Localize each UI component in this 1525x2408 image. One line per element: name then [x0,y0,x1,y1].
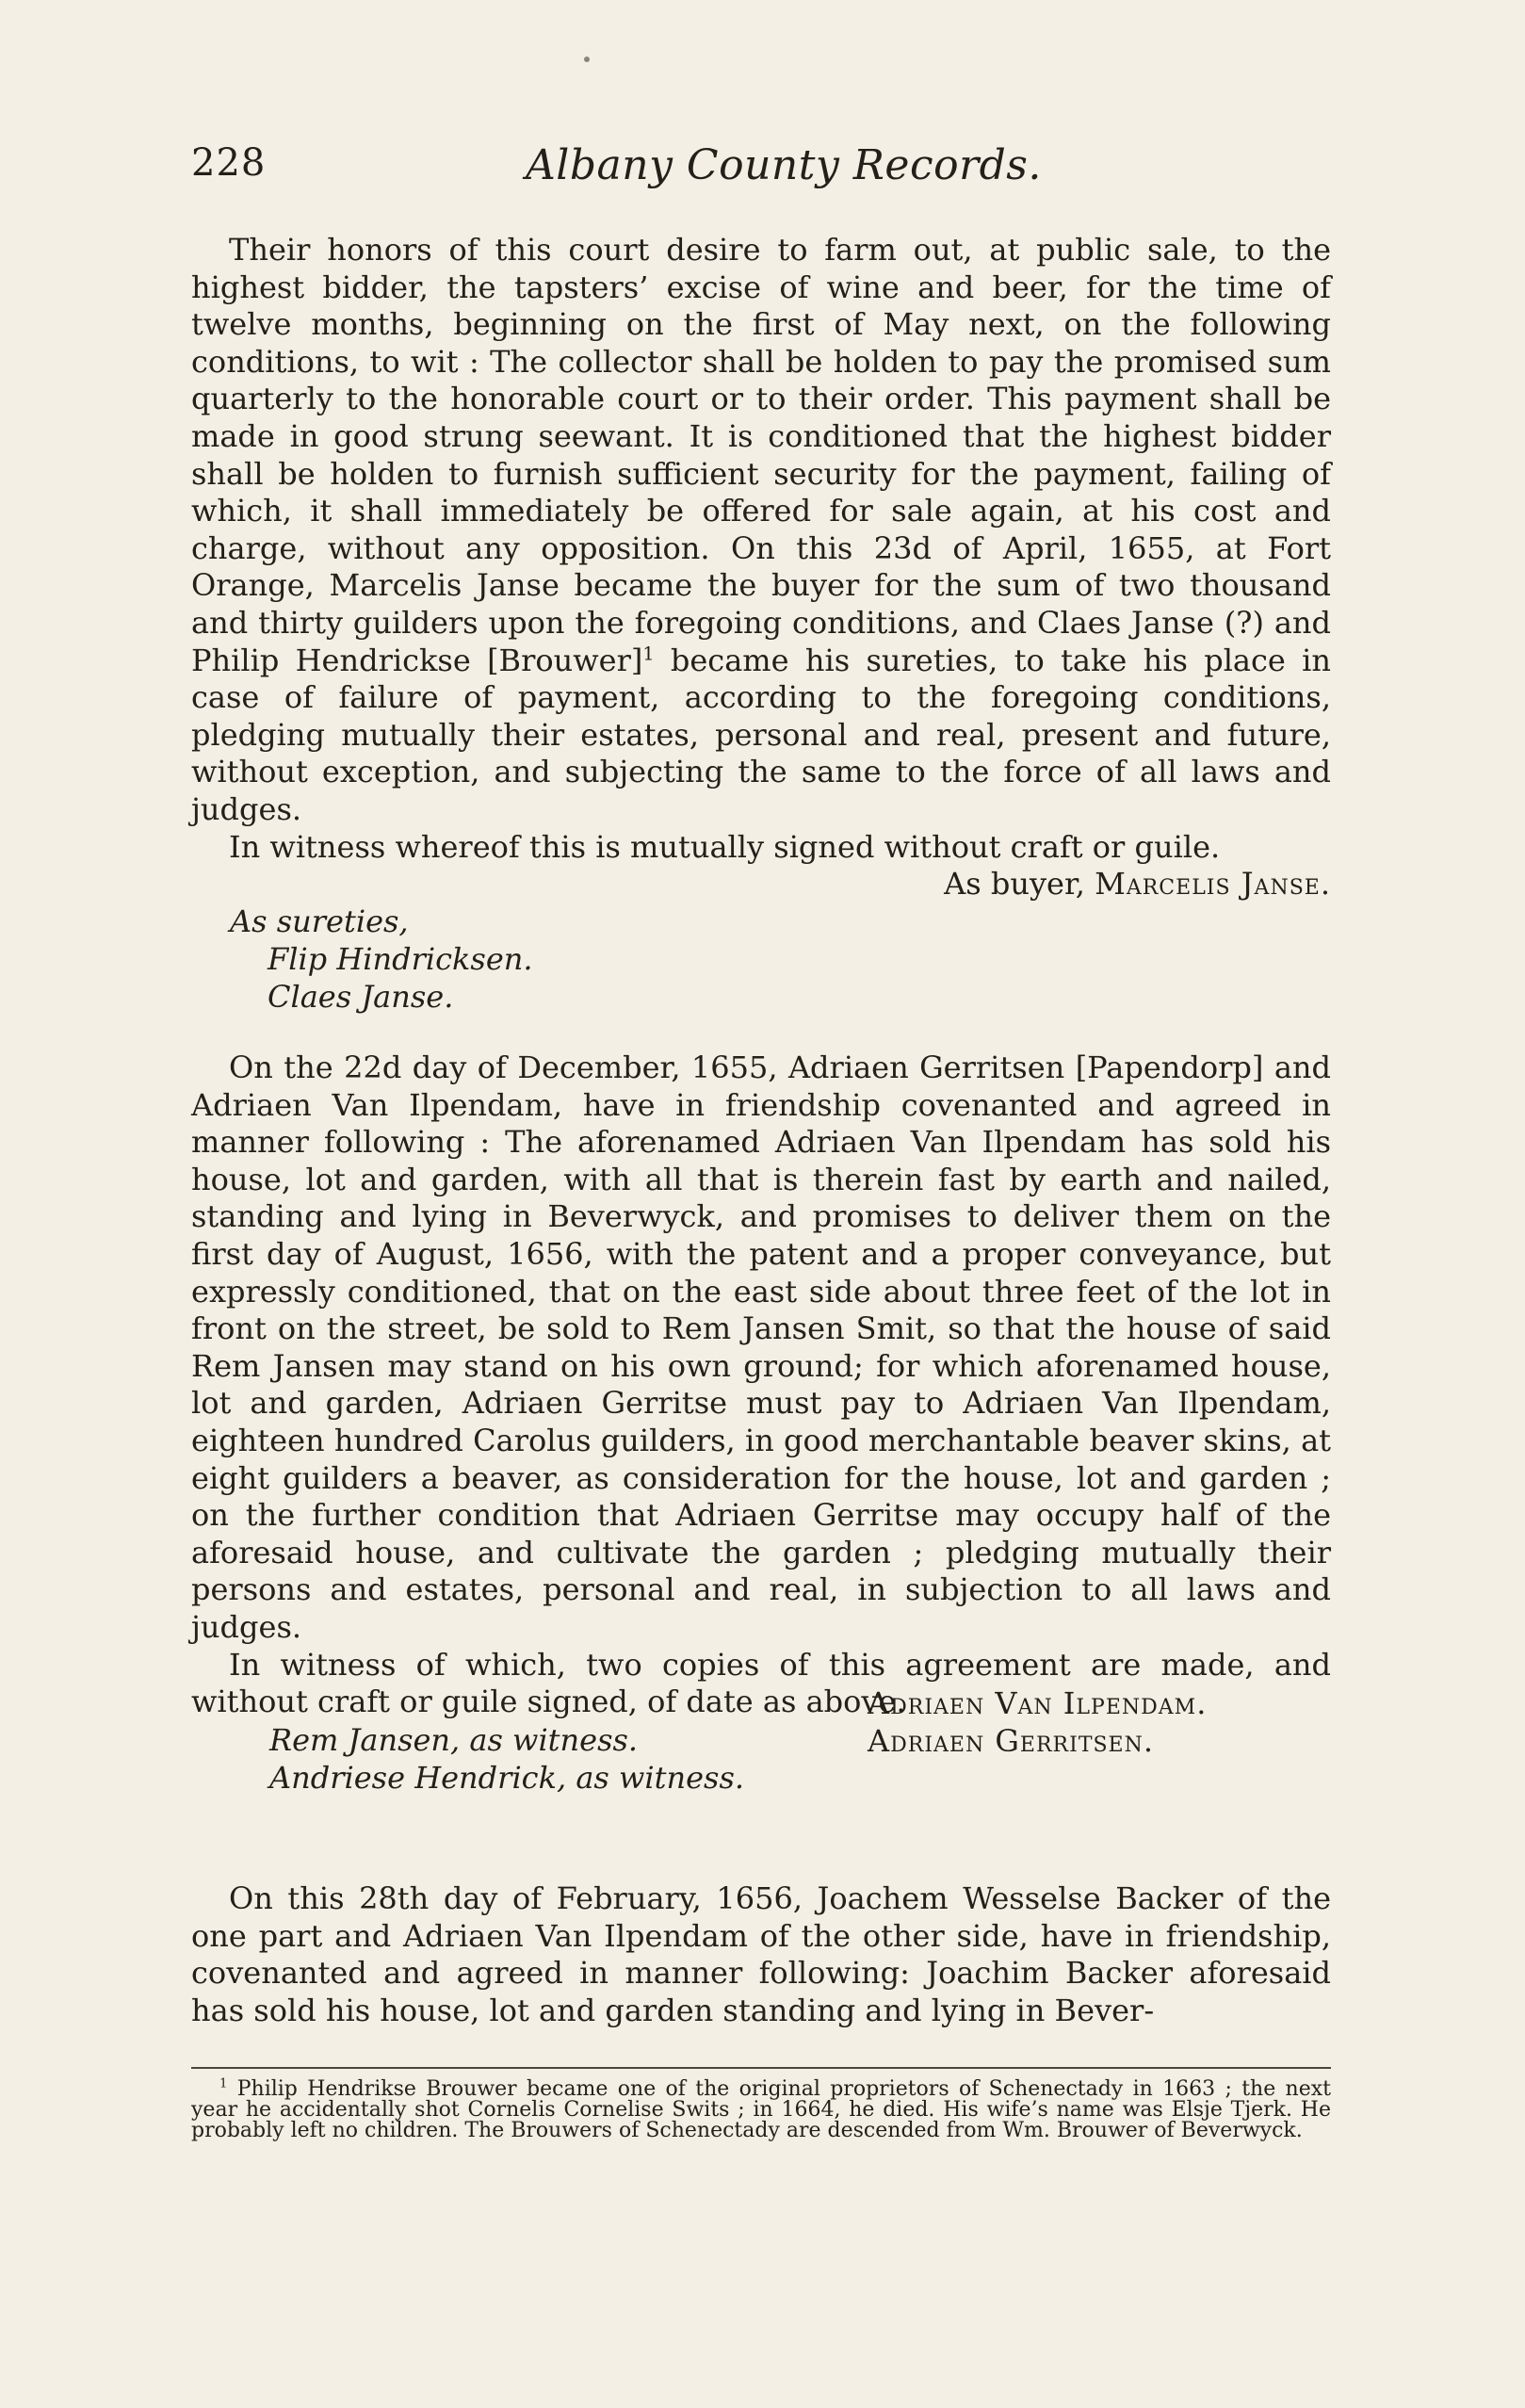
footnote [191,2076,1331,2142]
backer-sale-paragraph: On this 28th day of February, 1656, Joachem Wesselse Backer of the one part and Adriaen Van Ilpendam of the other side, have in friendship, covenanted and agreed in manner following: Joachim Backer aforesaid has sold his house, lot and garden standing and lying in Bever- [191,1880,1331,2028]
excise-paragraph-text: Their honors of this court desire to farm out, at public sale, to the highest bidder, the tapsters’ excise of wine and beer, for the time of twelve months, beginning on the first of May next, on the following conditions, to wit : The collector shall be holden to pay the promised sum quarterly to the honorable court or to their order. This payment shall be made in good strung seewant. It is conditioned that the highest bidder shall be holden to furnish sufficient security for the payment, failing of which, it shall immediately be offered for sale again, at his cost and charge, without any opposition. On this 23d of April, 1655, at Fort Orange, Marcelis Janse became the buyer for the sum of two thousand and thirty guilders upon the foregoing conditions, and Claes Janse (?) and Philip Hendrickse [Brouwer] [191,232,1331,678]
sureties-label: As sureties, [230,903,409,939]
witness-statement: In witness whereof this is mutually signed without craft or guile. [229,828,1221,865]
house-sale-section [191,1049,1331,1721]
running-title: Albany County Records. [526,141,1042,189]
signer-1: Adriaen Van Ilpendam. [868,1685,1208,1721]
print-speck [584,57,590,62]
excise-sale-section [191,232,1331,903]
witness-2-suffix: , as witness. [556,1760,745,1796]
buyer-name: Marcelis Janse. [1095,866,1331,903]
surety-name-1: Flip Hindricksen. [268,941,533,977]
witness-1 [269,1721,744,1759]
page-header [191,141,1331,198]
excise-paragraph-continued: became his sureties, to take his place in case of failure of payment, according to the foregoing conditions, pledging mutually their estates, personal and real, present and future, without exception, and subjecting the same to the force of all laws and judges. [191,642,1332,827]
buyer-prefix: As buyer, [944,866,1095,903]
page-number: 228 [191,141,267,185]
signer-2: Adriaen Gerritsen. [868,1723,1155,1759]
excise-paragraph [191,232,1331,829]
agreement-witness-paragraph: In witness of which, two copies of this agreement are made, and without craft or guile signed, of date as above. [191,1646,1331,1720]
footnote-marker: 1 [219,2076,228,2091]
surety-name-2: Claes Janse. [268,979,454,1015]
house-sale-paragraph: On the 22d day of December, 1655, Adriaen Gerritsen [Papendorp] and Adriaen Van Ilpendam, have in friendship covenanted and agreed in manner following : The aforenamed Adriaen Van Ilpendam has sold his house, lot and garden, with all that is therein fast by earth and nailed, standing and lying in Beverwyck, and promises to deliver them on the first day of August, 1656, with the patent and a proper conveyance, but expressly conditioned, that on the east side about three feet of the lot in front on the street, be sold to Rem Jansen Smit, so that the house of said Rem Jansen may stand on his own ground; for which aforenamed house, lot and garden, Adriaen Gerritse must pay to Adriaen Van Ilpendam, eighteen hundred Carolus guilders, in good merchantable beaver skins, at eight guilders a beaver, as consideration for the house, lot and garden ; on the further condition that Adriaen Gerritse may occupy half of the aforesaid house, and cultivate the garden ; pledging mutually their persons and estates, personal and real, in subjection to all laws and judges. [191,1049,1331,1645]
witness-2 [269,1759,744,1797]
signers-block [868,1684,1207,1760]
witness-1-name: Rem Jansen [269,1722,451,1758]
buyer-signature [191,866,1331,903]
footnote-text: Philip Hendrikse Brouwer became one of the original proprietors of Schenectady in 1663 ; the next year he accidentally shot Cornelis Cornelise Swits ; in 1664, he died. His wife’s name was Elsje Tjerk. He probably left no children. The Brouwers of Schenectady are descended from Wm. Brouwer of Beverwyck. [191,2077,1331,2142]
sureties-block [230,903,533,1016]
witness-1-suffix: , as witness. [450,1722,639,1758]
backer-sale-section [191,1880,1331,2029]
footnote-reference: 1 [642,642,655,664]
footnote-divider [191,2067,1331,2069]
witnesses-block [269,1721,744,1797]
witness-2-name: Andriese Hendrick [269,1760,557,1796]
